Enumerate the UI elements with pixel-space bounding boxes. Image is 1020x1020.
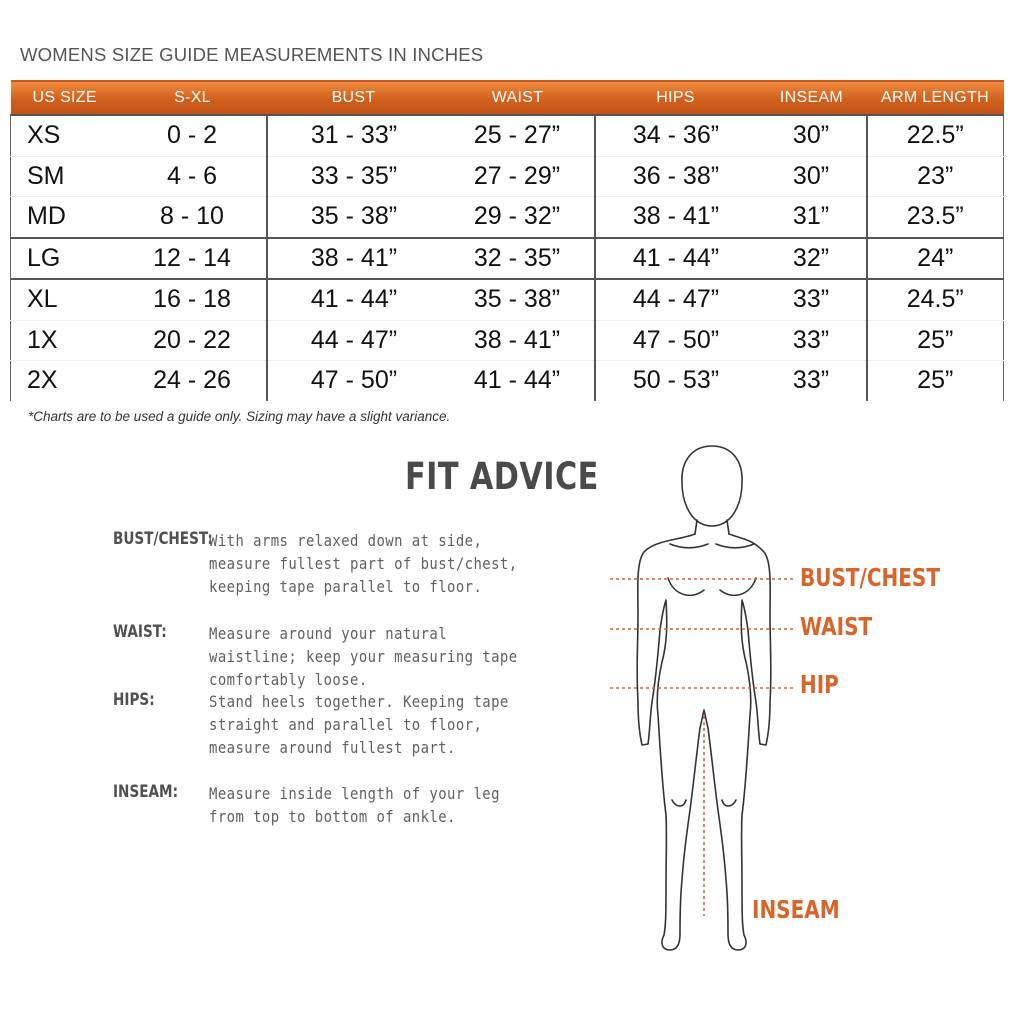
bust-cell: 35 - 38” (267, 197, 441, 238)
bust-cell: 33 - 35” (267, 156, 441, 197)
inseam-cell: 30” (757, 156, 867, 197)
size-cell: SM (11, 156, 119, 197)
waist-cell: 41 - 44” (441, 361, 595, 401)
arm-length-cell: 25” (867, 320, 1004, 361)
range-cell: 16 - 18 (119, 279, 267, 320)
hips-cell: 34 - 36” (595, 115, 757, 156)
hips-label: HIPS: (113, 690, 155, 710)
waist-instructions: Measure around your natural waistline; keep your measuring tape comfortably loose. (209, 624, 518, 689)
table-row (11, 156, 1004, 197)
bust-cell: 44 - 47” (267, 320, 441, 361)
header-waist: WAIST (441, 81, 595, 115)
arm-length-cell: 22.5” (867, 115, 1004, 156)
size-cell: XS (11, 115, 119, 156)
collarbone-right (716, 544, 754, 548)
size-cell: 1X (11, 320, 119, 361)
inseam-label: INSEAM: (113, 782, 179, 802)
size-cell: LG (11, 238, 119, 280)
bust-left (668, 578, 704, 595)
inseam-cell: 33” (757, 361, 867, 401)
range-cell: 8 - 10 (119, 197, 267, 238)
table-row (11, 361, 1004, 401)
neck-right (727, 520, 729, 534)
waist-cell: 27 - 29” (441, 156, 595, 197)
bust-chest-instructions: With arms relaxed down at side, measure fullest part of bust/chest, keeping tape parallel to floor. (209, 531, 518, 596)
inseam-instructions: Measure inside length of your leg from top to bottom of ankle. (209, 784, 500, 826)
waist-cell: 32 - 35” (441, 238, 595, 280)
hips-cell: 38 - 41” (595, 197, 757, 238)
size-chart-table (10, 80, 1004, 401)
size-cell: 2X (11, 361, 119, 401)
collarbone-left (670, 544, 708, 548)
figure-label-inseam: INSEAM (752, 895, 840, 924)
bust-right (720, 578, 756, 595)
table-row (11, 238, 1004, 280)
waist-cell: 29 - 32” (441, 197, 595, 238)
figure-label-waist: WAIST (800, 612, 873, 641)
table-row (11, 197, 1004, 238)
inseam-cell: 32” (757, 238, 867, 280)
size-cell: XL (11, 279, 119, 320)
range-cell: 0 - 2 (119, 115, 267, 156)
figure-label-bust-chest: BUST/CHEST (800, 563, 940, 592)
waist-cell: 25 - 27” (441, 115, 595, 156)
range-cell: 12 - 14 (119, 238, 267, 280)
header-s-xl: S-XL (119, 81, 267, 115)
table-row (11, 115, 1004, 156)
sizing-disclaimer: *Charts are to be used a guide only. Sizing may have a slight variance. (28, 409, 451, 424)
table-row (11, 279, 1004, 320)
hips-instructions: Stand heels together. Keeping tape straight and parallel to floor, measure around fullest part. (209, 692, 509, 757)
bust-cell: 38 - 41” (267, 238, 441, 280)
bust-cell: 31 - 33” (267, 115, 441, 156)
fit-advice-heading: FIT ADVICE (405, 455, 599, 498)
header-hips: HIPS (595, 81, 757, 115)
arm-length-cell: 24” (867, 238, 1004, 280)
bust-cell: 41 - 44” (267, 279, 441, 320)
range-cell: 24 - 26 (119, 361, 267, 401)
table-row (11, 320, 1004, 361)
arm-length-cell: 23” (867, 156, 1004, 197)
size-guide-title: WOMENS SIZE GUIDE MEASUREMENTS IN INCHES (20, 44, 484, 65)
hips-cell: 36 - 38” (595, 156, 757, 197)
range-cell: 20 - 22 (119, 320, 267, 361)
inseam-cell: 33” (757, 320, 867, 361)
header-bust: BUST (267, 81, 441, 115)
bust-chest-label: BUST/CHEST: (113, 529, 213, 549)
header-arm-length: ARM LENGTH (867, 81, 1004, 115)
arm-length-cell: 25” (867, 361, 1004, 401)
header-us-size: US SIZE (11, 81, 119, 115)
body-figure-illustration (600, 440, 820, 960)
range-cell: 4 - 6 (119, 156, 267, 197)
waist-cell: 38 - 41” (441, 320, 595, 361)
inseam-cell: 30” (757, 115, 867, 156)
hips-cell: 47 - 50” (595, 320, 757, 361)
bust-cell: 47 - 50” (310, 366, 398, 395)
table-header-row (11, 81, 1004, 115)
hips-cell: 41 - 44” (595, 238, 757, 280)
arm-length-cell: 23.5” (867, 197, 1004, 238)
knee-right (722, 800, 736, 806)
knee-left (672, 800, 686, 806)
hips-cell: 44 - 47” (595, 279, 757, 320)
header-inseam: INSEAM (757, 81, 867, 115)
size-cell: MD (11, 197, 119, 238)
head-outline (682, 446, 742, 526)
hips-cell: 50 - 53” (632, 366, 720, 395)
arm-length-cell: 24.5” (867, 279, 1004, 320)
neck-left (695, 520, 697, 534)
waist-label: WAIST: (113, 622, 167, 642)
waist-cell: 35 - 38” (441, 279, 595, 320)
figure-label-hip: HIP (800, 670, 839, 699)
inseam-cell: 33” (757, 279, 867, 320)
inseam-cell: 31” (757, 197, 867, 238)
